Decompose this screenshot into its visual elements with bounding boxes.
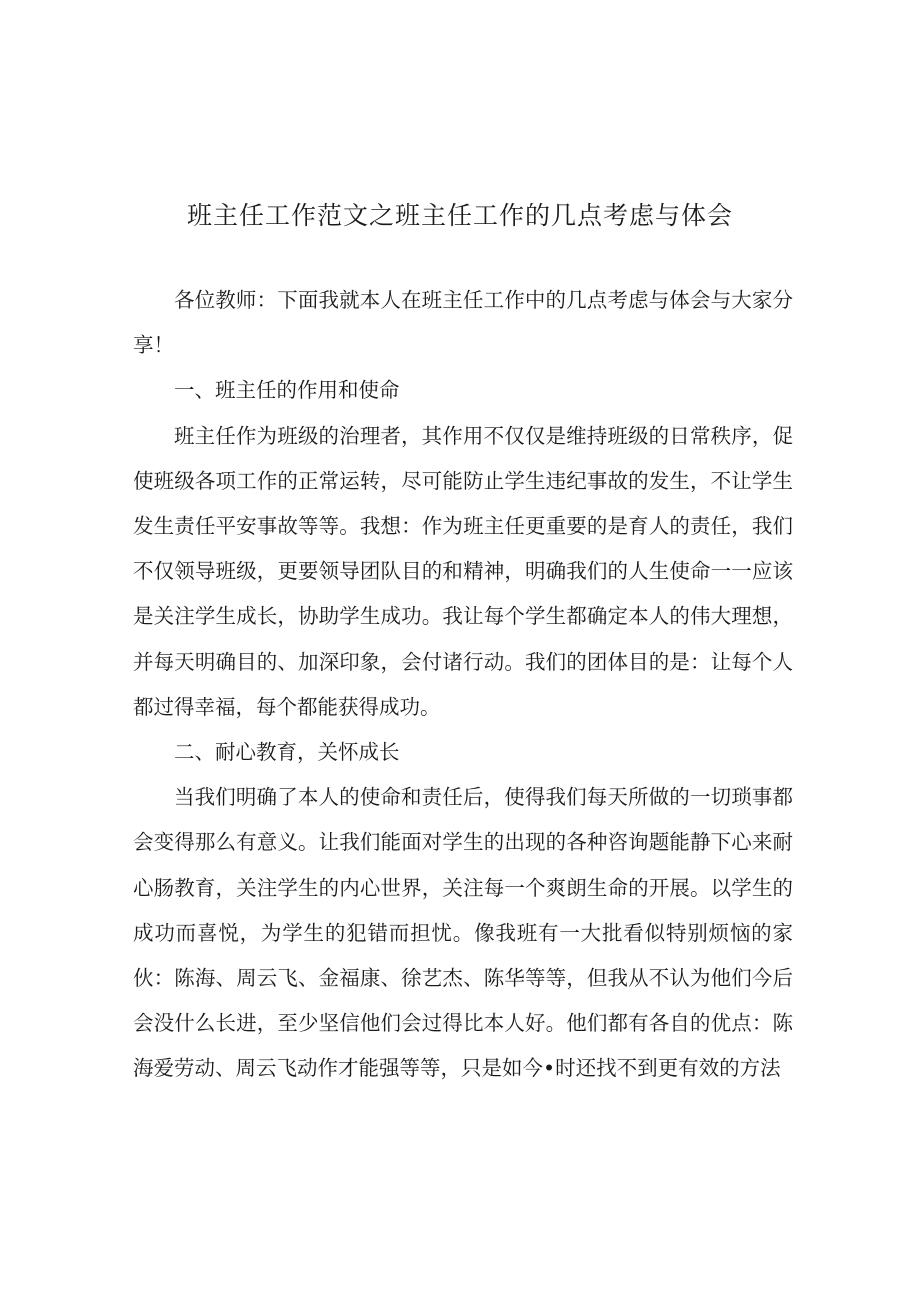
document-body <box>133 278 793 1092</box>
document-title: 班主任工作范文之班主任工作的几点考虑与体会 <box>186 201 733 230</box>
section-heading-1: 一、班主任的作用和使命 <box>174 378 400 403</box>
greeting-paragraph: 各位教师：下面我就本人在班主任工作中的几点考虑与体会与大家分享！ <box>133 288 793 358</box>
section-1-paragraph: 班主任作为班级的治理者，其作用不仅仅是维持班级的日常秩序，促使班级各项工作的正常运转，尽可能防止学生违纪事故的发生，不让学生发生责任平安事故等等。我想：作为班主任更重要的是育人的责任，我们不仅领导班级，更要领导团队目的和精神，明确我们的人生使命一一应该是关注学生成长，协助学生成功。我让每个学生都确定本人的伟大理想，并每天明确目的、加深印象，会付诸行动。我们的团体目的是：让每个人都过得幸福，每个都能获得成功。 <box>133 423 793 719</box>
section-2-paragraph: 当我们明确了本人的使命和责任后，使得我们每天所做的一切琐事都会变得那么有意义。让我们能面对学生的出现的各种咨询题能静下心来耐心肠教育，关注学生的内心世界，关注每一个爽朗生命的开展。以学生的成功而喜悦，为学生的犯错而担忧。像我班有一大批看似特别烦恼的家伙：陈海、周云飞、金福康、徐艺杰、陈华等等，但我从不认为他们今后会没什么长进，至少坚信他们会过得比本人好。他们都有各自的优点：陈海爱劳动、周云飞动作才能强等等，只是如今•时还找不到更有效的方法 <box>133 785 793 1081</box>
section-heading-2: 二、耐心教育，关怀成长 <box>174 740 400 765</box>
